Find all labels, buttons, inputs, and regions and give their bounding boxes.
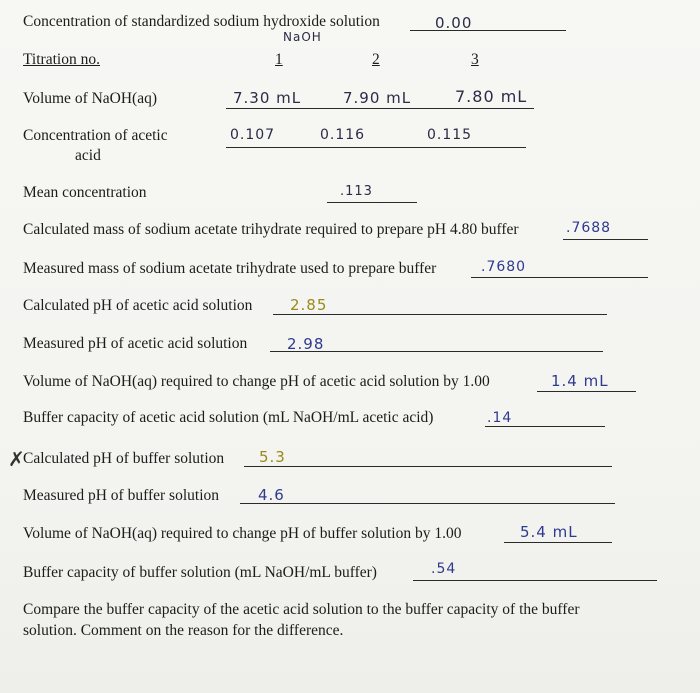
titration-number-3: 3 — [471, 51, 479, 68]
volume-acid-label: Volume of NaOH(aq) required to change pH of acetic acid solution by 1.00 — [23, 373, 490, 390]
buffer-capacity-buffer-label: Buffer capacity of buffer solution (mL NaOH/mL buffer) — [23, 564, 377, 581]
calculated-mass-label: Calculated mass of sodium acetate trihydrate required to prepare pH 4.80 buffer — [23, 221, 519, 238]
titration-number-1: 1 — [275, 51, 283, 68]
mean-concentration-label: Mean concentration — [23, 184, 147, 201]
measured-ph-acid-value: 2.98 — [287, 335, 325, 353]
measured-mass-label: Measured mass of sodium acetate trihydrate used to prepare buffer — [23, 260, 437, 277]
calculated-mass-value: .7688 — [566, 220, 612, 236]
acid-concentration-line — [226, 147, 526, 148]
calculated-ph-acid-label: Calculated pH of acetic acid solution — [23, 297, 253, 314]
calculated-ph-buffer-value: 5.3 — [259, 448, 286, 466]
calculated-ph-acid-line — [273, 314, 607, 315]
mean-concentration-value: .113 — [340, 184, 373, 199]
buffer-capacity-buffer-line — [413, 580, 657, 581]
buffer-capacity-acid-value: .14 — [487, 410, 513, 426]
buffer-capacity-acid-line — [485, 426, 605, 427]
naoh-note: NaOH — [283, 30, 322, 44]
volume-buffer-line — [504, 542, 612, 543]
naoh-concentration-value: 0.00 — [435, 14, 473, 32]
measured-mass-line — [471, 277, 648, 278]
calculated-ph-acid-value: 2.85 — [290, 296, 328, 314]
compare-question-line-2: solution. Comment on the reason for the difference. — [23, 622, 344, 639]
naoh-concentration-label: Concentration of standardized sodium hydroxide solution — [23, 13, 380, 30]
calculated-ph-buffer-label: Calculated pH of buffer solution — [23, 450, 225, 467]
buffer-capacity-acid-label: Buffer capacity of acetic acid solution (mL NaOH/mL acetic acid) — [23, 409, 434, 426]
measured-ph-buffer-line — [240, 503, 615, 504]
measured-ph-buffer-label: Measured pH of buffer solution — [23, 487, 220, 504]
acid-concentration-trial-3: 0.115 — [427, 127, 473, 143]
titration-label: Titration no. — [23, 51, 100, 68]
volume-buffer-value: 5.4 mL — [520, 523, 578, 541]
acid-concentration-trial-1: 0.107 — [230, 127, 276, 143]
volume-trial-3: 7.80 mL — [455, 87, 528, 106]
measured-ph-buffer-value: 4.6 — [258, 486, 285, 504]
volume-acid-value: 1.4 mL — [551, 372, 609, 390]
acid-concentration-trial-2: 0.116 — [320, 127, 366, 143]
titration-number-2: 2 — [372, 51, 380, 68]
volume-acid-line — [537, 391, 636, 392]
volume-trial-2: 7.90 mL — [343, 89, 412, 107]
acid-concentration-label-1: Concentration of acetic — [23, 127, 168, 144]
volume-label: Volume of NaOH(aq) — [23, 90, 158, 107]
compare-question-line-1: Compare the buffer capacity of the acetic acid solution to the buffer capacity of the buffer — [23, 601, 580, 618]
naoh-concentration-line — [410, 30, 566, 31]
acid-concentration-label-2: acid — [75, 147, 101, 164]
measured-ph-acid-label: Measured pH of acetic acid solution — [23, 335, 248, 352]
volume-buffer-label: Volume of NaOH(aq) required to change pH of buffer solution by 1.00 — [23, 525, 462, 542]
volume-line — [226, 108, 534, 109]
volume-trial-1: 7.30 mL — [233, 89, 302, 107]
measured-mass-value: .7680 — [481, 259, 527, 275]
mean-concentration-line — [327, 202, 417, 203]
x-mark: ✗ — [8, 447, 25, 471]
calculated-mass-line — [563, 239, 648, 240]
buffer-capacity-buffer-value: .54 — [431, 561, 457, 577]
calculated-ph-buffer-line — [244, 466, 612, 467]
